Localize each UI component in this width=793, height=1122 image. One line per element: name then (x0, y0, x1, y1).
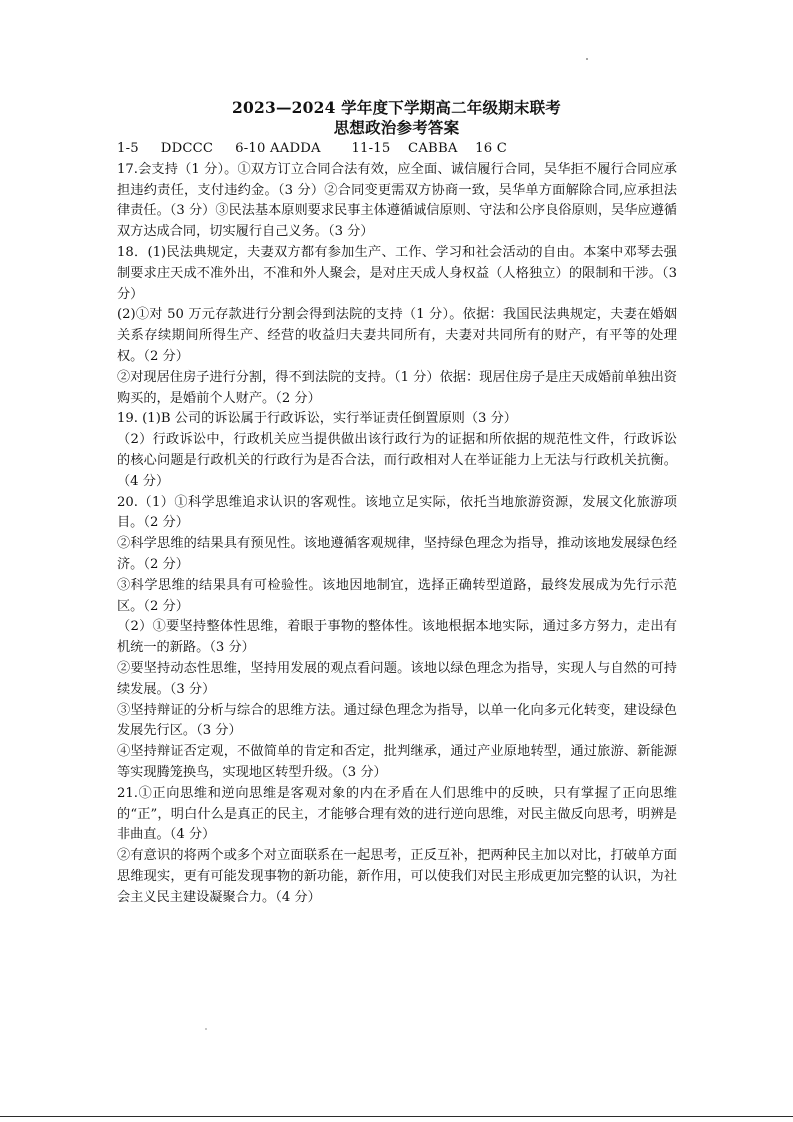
answer-18-1: 18．(1)民法典规定，夫妻双方都有参加生产、工作、学习和社会活动的自由。本案中邓琴去强制要求庄天成不准外出，不准和外人聚会，是对庄天成人身权益（人格独立）的限制和干涉。（3 分） (117, 244, 677, 302)
answer-20-2-c: ③坚持辩证的分析与综合的思维方法。通过绿色理念为指导，以单一化向多元化转变，建设绿色发展先行区。（3 分） (117, 702, 677, 739)
multiple-choice-answers: 1-5 DDCCC 6-10 AADDA 11-15 CABBA 16 C (117, 141, 507, 156)
answer-21-a: 21.①正向思维和逆向思维是客观对象的内在矛盾在人们思维中的反映，只有掌握了正向思维的“正”，明白什么是真正的民主，才能够合理有效的进行逆向思维，对民主做反向思考，明辨是非曲直。（4 分） (117, 785, 677, 843)
answer-18-2-b: ②对现居住房子进行分割，得不到法院的支持。（1 分）依据：现居住房子是庄天成婚前单独出资购买的，是婚前个人财产。（2 分） (117, 369, 677, 406)
answer-20-1-c: ③科学思维的结果具有可检验性。该地因地制宜，选择正确转型道路，最终发展成为先行示范区。（2 分） (117, 577, 677, 614)
answer-20-1-b: ②科学思维的结果具有预见性。该地遵循客观规律，坚持绿色理念为指导，推动该地发展绿色经济。（2 分） (117, 536, 677, 572)
answer-20-1-a: 20.（1）①科学思维追求认识的客观性。该地立足实际，依托当地旅游资源，发展文化旅游项目。（2 分） (117, 494, 677, 531)
page-bottom-rule (0, 1116, 793, 1117)
answer-18-2-a: (2)①对 50 万元存款进行分割会得到法院的支持（1 分）。依据：我国民法典规定，夫妻在婚姻关系存续期间所得生产、经营的收益归夫妻共同所有，夫妻对共同所有的财产，有平等的处理权。（2 分） (117, 307, 677, 364)
answer-19-1: 19. (1)B 公司的诉讼属于行政诉讼，实行举证责任倒置原则（3 分） (117, 411, 517, 427)
answer-19-2: （2）行政诉讼中，行政机关应当提供做出该行政行为的证据和所依据的规范性文件，行政诉讼的核心问题是行政机关的行政行为是否合法，而行政相对人在举证能力上无法与行政机关抗衡。（4 分） (117, 432, 677, 489)
answer-20-2-d: ④坚持辩证否定观，不做简单的肯定和否定，批判继承，通过产业原地转型，通过旅游、新能源等实现腾笼换鸟，实现地区转型升级。（3 分） (117, 744, 677, 780)
answer-content (117, 139, 677, 908)
answer-21-b: ②有意识的将两个或多个对立面联系在一起思考，正反互补，把两种民主加以对比，打破单方面思维现实，更有可能发现事物的新功能，新作用，可以使我们对民主形成更加完整的认识，为社会主义民主建设凝聚合力。（4 分） (117, 848, 677, 905)
answer-20-2-a: （2）①要坚持整体性思维，着眼于事物的整体性。该地根据本地实际，通过多方努力，走出有机统一的新路。（3 分） (117, 619, 677, 656)
document-title: 2023—2024 学年度下学期高二年级期末联考 (232, 98, 561, 117)
answer-20-2-b: ②要坚持动态性思维，坚持用发展的观点看问题。该地以绿色理念为指导，实现人与自然的可持续发展。（3 分） (117, 660, 677, 697)
document-subtitle: 思想政治参考答案 (333, 118, 460, 137)
answer-17: 17.会支持（1 分）。①双方订立合同合法有效，应全面、诚信履行合同，吴华拒不履行合同应承担违约责任，支付违约金。（3 分）②合同变更需双方协商一致，吴华单方面解除合同,应承担法律责任。（3 分）③民法基本原则要求民事主体遵循诚信原则、守法和公序良俗原则，吴华应遵循双方达成合同，切实履行自己义务。（3 分） (117, 161, 677, 240)
scan-dot-mark-bottom (205, 1028, 207, 1030)
scan-dot-mark (586, 58, 588, 60)
